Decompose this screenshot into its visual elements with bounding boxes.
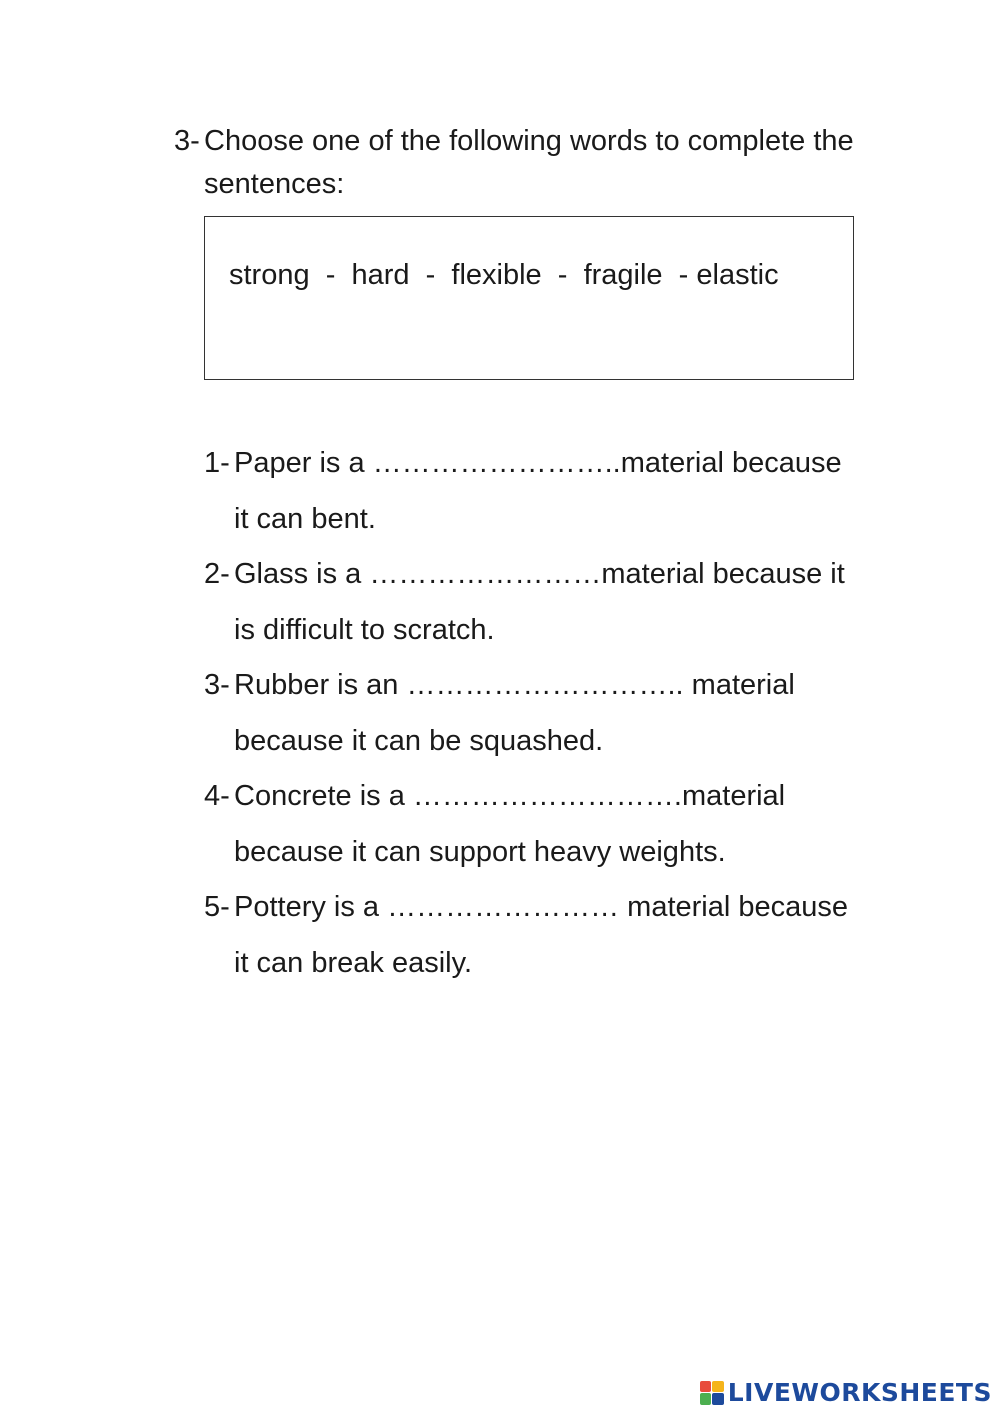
logo-square-green (700, 1393, 712, 1405)
liveworksheets-logo (700, 1378, 992, 1407)
liveworksheets-logo-text: LIVEWORKSHEETS (727, 1378, 992, 1407)
question-number: 3- (174, 125, 200, 157)
liveworksheets-logo-icon (700, 1381, 724, 1405)
sentence-item-4 (204, 769, 864, 880)
logo-square-yellow (712, 1381, 724, 1393)
sentence-item-1 (204, 436, 864, 547)
sentence-item-3 (204, 658, 864, 769)
word-bank-box (204, 216, 854, 380)
logo-square-red (700, 1381, 712, 1393)
sentence-item-5 (204, 880, 864, 991)
logo-square-blue (712, 1393, 724, 1405)
question-prompt: Choose one of the following words to complete the sentences: (204, 125, 854, 200)
sentence-number: 1- (204, 447, 230, 479)
sentence-number: 2- (204, 558, 230, 590)
sentence-text: Pottery is a …………………… material because it can break easily. (234, 891, 849, 979)
sentence-text: Concrete is a ……………………….material because it can support heavy weights. (234, 780, 786, 868)
sentence-number: 4- (204, 780, 230, 812)
sentence-number: 5- (204, 891, 230, 923)
sentence-item-2 (204, 547, 864, 658)
sentence-text: Paper is a ……………………..material because it can bent. (234, 447, 842, 535)
sentence-number: 3- (204, 669, 230, 701)
sentence-text: Rubber is an ……………………….. material because it can be squashed. (234, 669, 795, 757)
sentence-list (204, 436, 864, 991)
sentence-text: Glass is a ……………………material because it is difficult to scratch. (234, 558, 845, 646)
word-bank-words: strong - hard - flexible - fragile - elastic (229, 259, 779, 291)
